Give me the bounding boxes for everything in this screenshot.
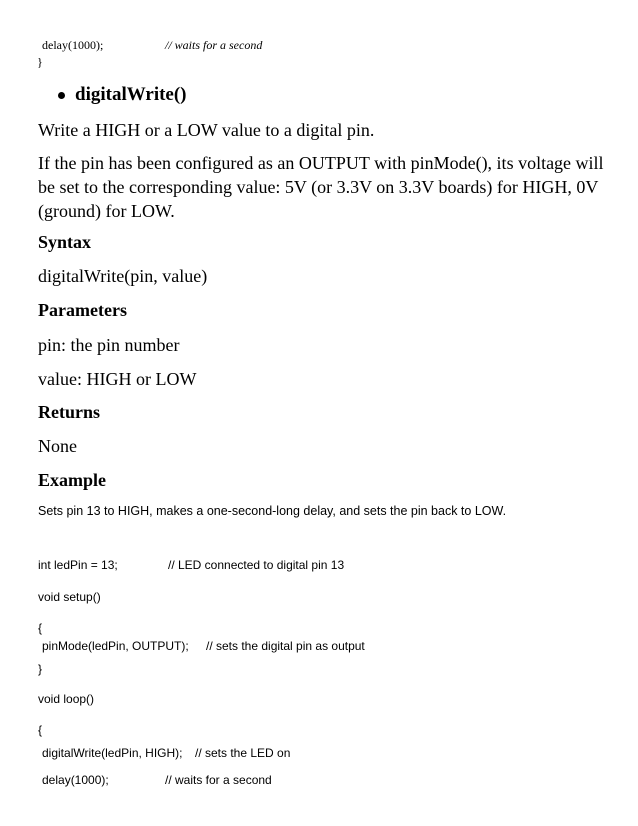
code-comment: // LED connected to digital pin 13 xyxy=(168,558,345,572)
param-value: value: HIGH or LOW xyxy=(38,369,197,389)
code-comment: // sets the LED on xyxy=(195,746,291,760)
syntax-heading: Syntax xyxy=(38,232,92,252)
code-line: void loop() xyxy=(38,692,95,706)
code-comment: // waits for a second xyxy=(165,773,272,787)
example-caption: Sets pin 13 to HIGH, makes a one-second-long delay, and sets the pin back to LOW. xyxy=(38,504,507,518)
code-line: delay(1000); xyxy=(42,773,109,787)
returns-heading: Returns xyxy=(38,402,100,422)
code-line: { xyxy=(38,723,43,737)
code-comment: // sets the digital pin as output xyxy=(206,639,365,653)
code-delay-line: delay(1000); xyxy=(42,38,104,52)
bullet-dot-icon xyxy=(58,92,65,99)
returns-text: None xyxy=(38,436,77,456)
parameters-heading: Parameters xyxy=(38,300,127,320)
code-line: void setup() xyxy=(38,590,101,604)
section-title: digitalWrite() xyxy=(75,84,187,105)
description-line: (ground) for LOW. xyxy=(38,201,175,221)
example-heading: Example xyxy=(38,470,107,490)
code-line: int ledPin = 13; xyxy=(38,558,118,572)
code-line: digitalWrite(ledPin, HIGH); xyxy=(42,746,183,760)
syntax-text: digitalWrite(pin, value) xyxy=(38,266,208,286)
intro-text: Write a HIGH or a LOW value to a digital pin. xyxy=(38,120,375,140)
description-line: be set to the corresponding value: 5V (or 3.3V on 3.3V boards) for HIGH, 0V xyxy=(38,177,599,197)
code-line: { xyxy=(38,621,43,635)
code-closing-brace: } xyxy=(37,55,43,69)
code-delay-comment: // waits for a second xyxy=(165,38,263,52)
param-pin: pin: the pin number xyxy=(38,335,180,355)
code-line: pinMode(ledPin, OUTPUT); xyxy=(42,639,189,653)
code-line: } xyxy=(38,662,43,676)
description-line: If the pin has been configured as an OUTPUT with pinMode(), its voltage will xyxy=(38,153,604,173)
